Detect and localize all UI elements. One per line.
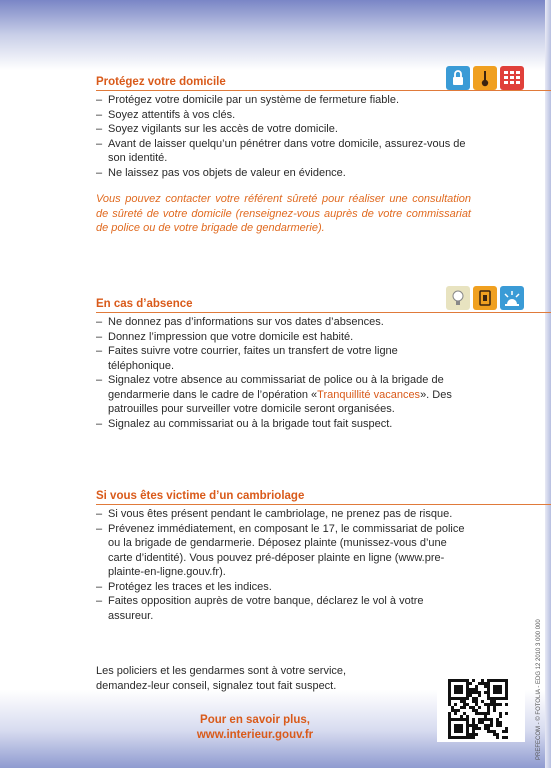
- list-item: – Ne donnez pas d’informations sur vos dates d’absences.: [96, 315, 466, 330]
- key-icon: [473, 66, 497, 90]
- timer-switch-icon: [473, 286, 497, 310]
- advice-list: [96, 93, 466, 180]
- list-item: – Ne laissez pas vos objets de valeur en évidence.: [96, 166, 466, 181]
- closing-text: Les policiers et les gendarmes sont à votre service, demandez-leur conseil, signalez tout fait suspect.: [96, 665, 347, 692]
- footer-url[interactable]: www.interieur.gouv.fr: [196, 729, 314, 741]
- section-absence: [96, 298, 551, 431]
- section-title: En cas d’absence: [96, 298, 551, 313]
- section-burglary-victim: [96, 490, 551, 623]
- list-item: – Prévenez immédiatement, en composant le 17, le commissariat de police ou la brigade de gendarmerie. Déposez plainte (munissez-vous d’une carte d’identité). Vous pouvez pré-déposer plainte en ligne (www.pre-plainte-en-ligne.gouv.fr).: [96, 522, 466, 580]
- advice-list: [96, 315, 466, 431]
- keypad-icon: [500, 66, 524, 90]
- section-title: Si vous êtes victime d’un cambriolage: [96, 490, 551, 505]
- section2-icons: [446, 286, 524, 310]
- alarm-light-icon: [500, 286, 524, 310]
- padlock-icon: [446, 66, 470, 90]
- qr-code: [437, 676, 525, 742]
- footer-line: Pour en savoir plus,: [200, 714, 310, 726]
- list-item: [96, 373, 466, 417]
- footer: [150, 713, 360, 743]
- list-item: – Soyez vigilants sur les accès de votre domicile.: [96, 122, 466, 137]
- list-item: – Donnez l’impression que votre domicile est habité.: [96, 330, 466, 345]
- list-item: – Faites opposition auprès de votre banque, déclarez le vol à votre assureur.: [96, 594, 466, 623]
- list-item: – Protégez votre domicile par un système de fermeture fiable.: [96, 93, 466, 108]
- light-bulb-icon: [446, 286, 470, 310]
- list-item: – Signalez au commissariat ou à la brigade tout fait suspect.: [96, 417, 466, 432]
- list-item: – Soyez attentifs à vos clés.: [96, 108, 466, 123]
- item-text: ». Des patrouilles pour surveiller votre domicile seront organisées.: [108, 388, 452, 415]
- operation-name: Tranquillité vacances: [317, 388, 421, 401]
- list-item: – Si vous êtes présent pendant le cambriolage, ne prenez pas de risque.: [96, 507, 466, 522]
- list-item: – Faites suivre votre courrier, faites un transfert de votre ligne téléphonique.: [96, 344, 466, 373]
- side-print: PREFECOM - © FOTOLIA - EDG 12 2010 3 000 000: [536, 619, 542, 760]
- section1-icons: [446, 66, 524, 90]
- section-protect-home: [96, 76, 551, 236]
- advice-list: [96, 507, 466, 623]
- list-item: – Protégez les traces et les indices.: [96, 580, 466, 595]
- item-text: Signalez votre absence au commissariat de police ou à la brigade de gendarmerie dans le cadre de l’opération «: [108, 374, 444, 401]
- referent-note: Vous pouvez contacter votre référent sûreté pour réaliser une consultation de sûreté de votre domicile (renseignez-vous auprès de votre commissariat de police ou de votre brigade de gendarmerie).: [96, 193, 471, 234]
- list-item: – Avant de laisser quelqu’un pénétrer dans votre domicile, assurez-vous de son identité.: [96, 137, 466, 166]
- section-title: Protégez votre domicile: [96, 76, 551, 91]
